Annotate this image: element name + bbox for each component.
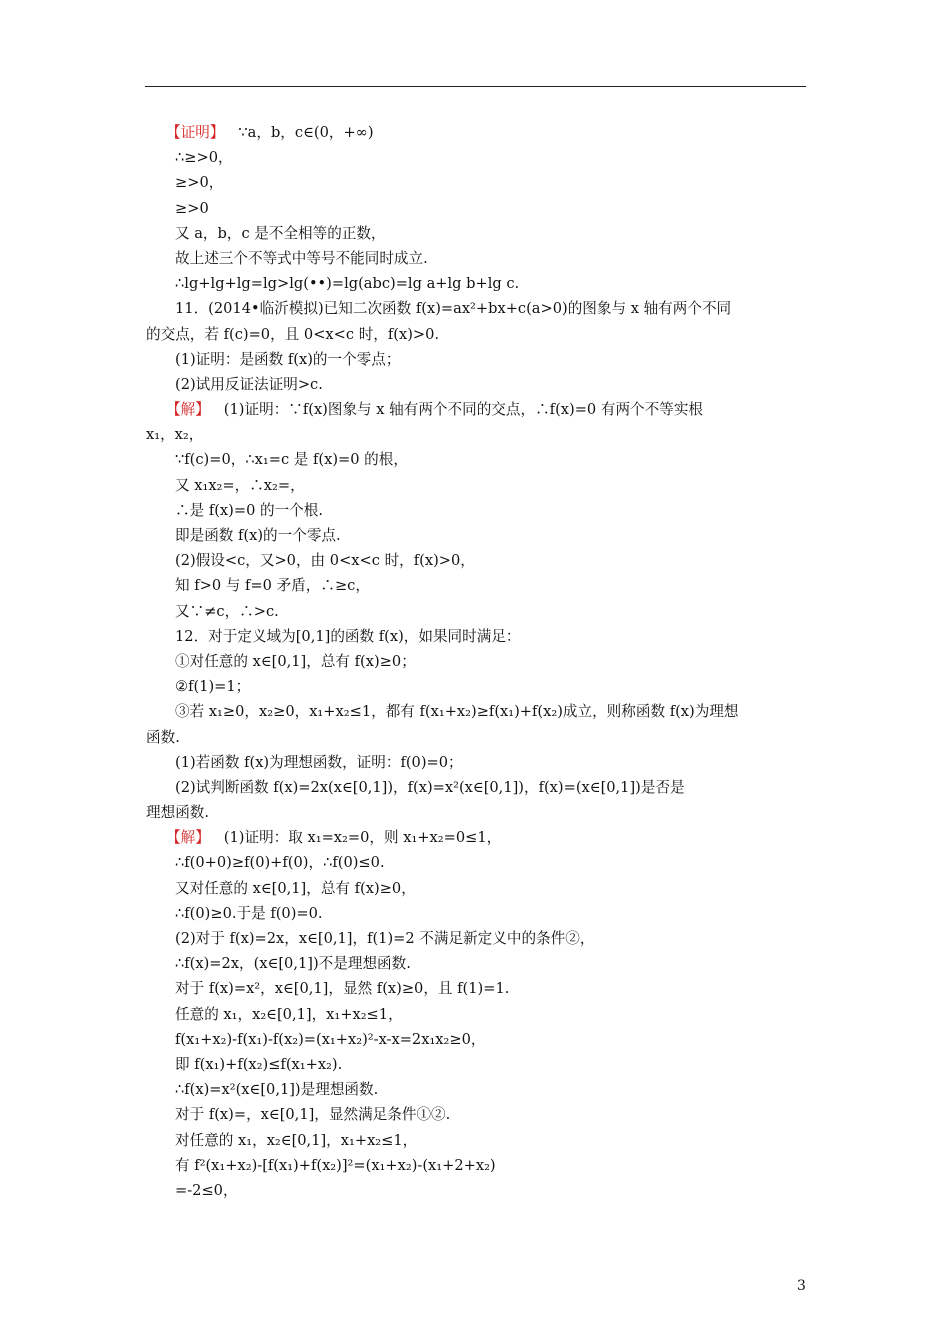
text-line <box>146 1178 808 1203</box>
text-line <box>146 347 808 372</box>
text-line <box>146 825 808 850</box>
text-line <box>146 1002 808 1027</box>
line-text: ∵f(c)=0，∴x₁=c 是 f(x)=0 的根， <box>175 451 408 469</box>
text-line <box>146 674 808 699</box>
line-text: 又∵≠c，∴>c. <box>175 602 279 620</box>
line-text: 任意的 x₁，x₂∈[0,1]，x₁+x₂≤1， <box>175 1005 403 1023</box>
text-line <box>146 850 808 875</box>
line-text: (2)试用反证法证明>c. <box>175 375 323 393</box>
line-text: x₁，x₂， <box>146 426 204 444</box>
line-text: 函数. <box>146 728 180 746</box>
text-line <box>146 876 808 901</box>
document-body <box>146 120 808 1203</box>
text-line <box>146 322 808 347</box>
text-line <box>146 1102 808 1127</box>
text-line <box>146 725 808 750</box>
line-text: ∵a，b，c∈(0，+∞) <box>238 124 374 141</box>
text-line <box>146 145 808 170</box>
line-text: ∴f(0+0)≥f(0)+f(0)，∴f(0)≤0. <box>175 854 385 872</box>
line-text: ∴f(x)=x²(x∈[0,1])是理想函数. <box>175 1081 379 1099</box>
text-line <box>146 976 808 1001</box>
line-text: (2)假设<c，又>0，由 0<x<c 时，f(x)>0， <box>175 552 475 570</box>
line-text: 理想函数. <box>146 804 210 822</box>
line-text: ∴≥>0， <box>175 149 233 167</box>
line-text: (2)试判断函数 f(x)=2x(x∈[0,1])，f(x)=x²(x∈[0,1])，f(x)=(x∈[0,1])是否是 <box>175 778 685 796</box>
text-line <box>146 196 808 221</box>
line-text: ②f(1)=1； <box>175 678 251 696</box>
text-line <box>146 901 808 926</box>
header-rule <box>145 86 806 87</box>
line-text: 知 f>0 与 f=0 矛盾，∴≥c， <box>175 577 370 595</box>
line-text: ∴是 f(x)=0 的一个根. <box>175 501 324 519</box>
line-text: ③若 x₁≥0，x₂≥0，x₁+x₂≤1，都有 f(x₁+x₂)≥f(x₁)+f(x₂)成立，则称函数 f(x)为理想 <box>175 703 739 721</box>
text-line <box>146 649 808 674</box>
line-text: 故上述三个不等式中等号不能同时成立. <box>175 249 428 267</box>
line-text: 又对任意的 x∈[0,1]，总有 f(x)≥0， <box>175 879 416 897</box>
line-text: ∴f(0)≥0.于是 f(0)=0. <box>175 904 323 922</box>
text-line <box>146 599 808 624</box>
line-text: 即是函数 f(x)的一个零点. <box>175 527 341 544</box>
line-text: 对于 f(x)=x²，x∈[0,1]，显然 f(x)≥0，且 f(1)=1. <box>175 980 510 998</box>
line-text: 的交点，若 f(c)=0，且 0<x<c 时，f(x)>0. <box>146 325 440 343</box>
text-line <box>146 926 808 951</box>
line-text: ①对任意的 x∈[0,1]，总有 f(x)≥0； <box>175 652 416 670</box>
text-line <box>146 447 808 472</box>
text-line <box>146 1052 808 1077</box>
line-text: (2)对于 f(x)=2x，x∈[0,1]，f(1)=2 不满足新定义中的条件②， <box>175 930 595 947</box>
line-text: f(x₁+x₂)-f(x₁)-f(x₂)=(x₁+x₂)²-x-x=2x₁x₂≥0， <box>175 1030 486 1048</box>
section-tag: 【解】 <box>166 401 210 419</box>
text-line <box>146 573 808 598</box>
section-tag: 【证明】 <box>166 124 225 141</box>
text-line <box>146 221 808 246</box>
text-line <box>146 523 808 548</box>
text-line <box>146 473 808 498</box>
text-line <box>146 699 808 724</box>
line-text: 又 x₁x₂=，∴x₂=， <box>175 476 305 494</box>
text-line <box>146 1077 808 1102</box>
text-line <box>146 1128 808 1153</box>
text-line <box>146 624 808 649</box>
text-line <box>146 296 808 321</box>
line-text: 11．(2014•临沂模拟)已知二次函数 f(x)=ax²+bx+c(a>0)的图象与 x 轴有两个不同 <box>175 300 732 318</box>
line-text: (1)证明：取 x₁=x₂=0，则 x₁+x₂=0≤1， <box>223 829 502 847</box>
text-line <box>146 120 808 145</box>
line-text: =-2≤0， <box>175 1181 238 1199</box>
line-text: ∴f(x)=2x，(x∈[0,1])不是理想函数. <box>175 955 411 973</box>
text-line <box>146 1027 808 1052</box>
text-line <box>146 170 808 195</box>
text-line <box>146 246 808 271</box>
line-text: ≥>0， <box>175 174 224 192</box>
line-text: 对任意的 x₁，x₂∈[0,1]，x₁+x₂≤1， <box>175 1131 418 1149</box>
text-line <box>146 422 808 447</box>
line-text: 有 f²(x₁+x₂)-[f(x₁)+f(x₂)]²=(x₁+x₂)-(x₁+2+x₂) <box>175 1156 496 1174</box>
text-line <box>146 1153 808 1178</box>
line-text: ∴lg+lg+lg=lg>lg(••)=lg(abc)=lg a+lg b+lg c. <box>175 275 520 293</box>
text-line <box>146 548 808 573</box>
text-line <box>146 800 808 825</box>
text-line <box>146 750 808 775</box>
text-line <box>146 271 808 296</box>
text-line <box>146 498 808 523</box>
line-text: 对于 f(x)=，x∈[0,1]，显然满足条件①②. <box>175 1106 451 1124</box>
section-tag: 【解】 <box>166 829 210 847</box>
text-line <box>146 951 808 976</box>
text-line <box>146 397 808 422</box>
line-text: (1)证明：∵f(x)图象与 x 轴有两个不同的交点，∴f(x)=0 有两个不等实根 <box>223 401 704 419</box>
line-text: (1)证明：是函数 f(x)的一个零点； <box>175 350 401 368</box>
page-number: 3 <box>797 1278 806 1294</box>
line-text: 又 a，b，c 是不全相等的正数， <box>175 224 386 242</box>
line-text: 即 f(x₁)+f(x₂)≤f(x₁+x₂). <box>175 1055 343 1073</box>
line-text: 12．对于定义域为[0,1]的函数 f(x)，如果同时满足： <box>175 627 521 645</box>
line-text: ≥>0 <box>175 199 209 217</box>
line-text: (1)若函数 f(x)为理想函数，证明：f(0)=0； <box>175 753 463 771</box>
text-line <box>146 775 808 800</box>
text-line <box>146 372 808 397</box>
